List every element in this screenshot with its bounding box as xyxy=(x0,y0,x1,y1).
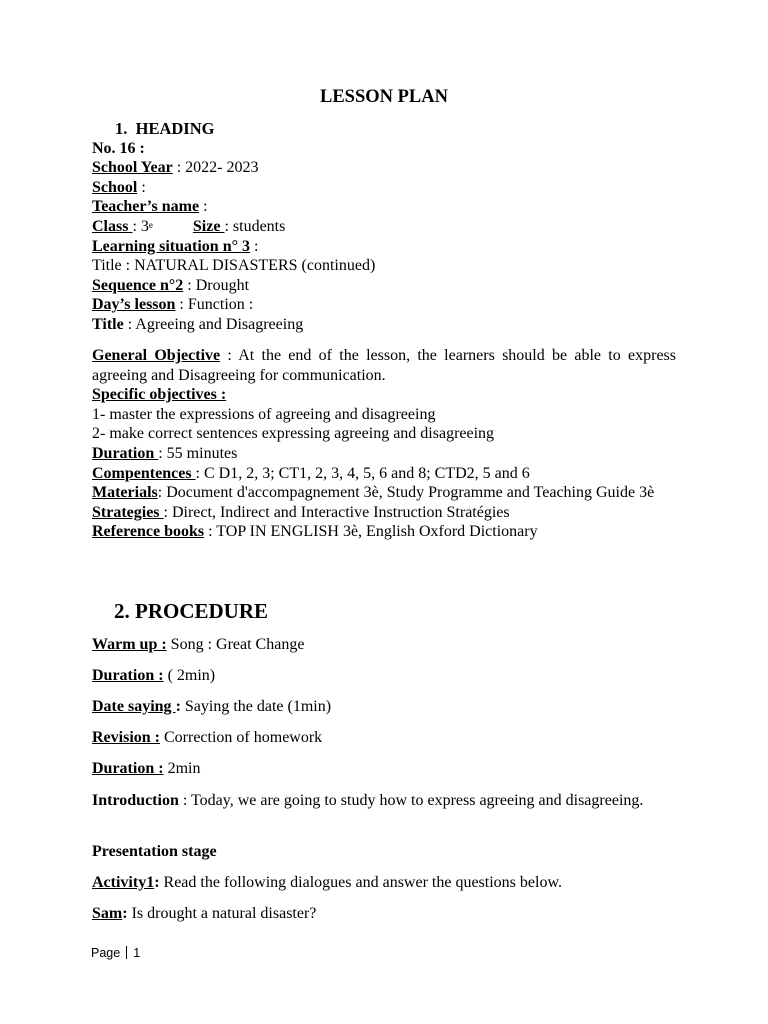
introduction-row xyxy=(92,790,676,811)
class-value: : 3 xyxy=(132,217,149,235)
general-objective-label: General Objective xyxy=(92,347,221,364)
materials-row xyxy=(92,483,676,503)
reference-books-value: : TOP IN ENGLISH 3è, English Oxford Dictionary xyxy=(204,523,538,541)
warmup-duration-value: ( 2min) xyxy=(163,667,216,684)
days-lesson-row xyxy=(92,295,676,315)
lesson-title-row xyxy=(92,315,676,335)
school-year-label: School Year xyxy=(92,159,173,177)
duration-value: : 55 minutes xyxy=(158,444,238,462)
revision-duration-row xyxy=(92,759,676,779)
learning-situation-value: : xyxy=(249,237,259,255)
specific-objectives-label: Specific objectives : xyxy=(92,386,227,404)
revision-value: Correction of homework xyxy=(160,729,323,746)
school-value: : xyxy=(137,178,146,196)
teacher-row xyxy=(92,197,676,217)
sequence-row xyxy=(92,276,676,296)
dialogue-line xyxy=(92,904,676,924)
duration-label: Duration xyxy=(92,444,159,462)
unit-title-row: Title : NATURAL DISASTERS (continued) xyxy=(92,257,376,275)
speaker-colon: : xyxy=(122,905,128,922)
class-label: Class xyxy=(92,217,133,235)
footer-page-number: 1 xyxy=(133,946,141,960)
school-row xyxy=(92,178,676,198)
warmup-row xyxy=(92,635,676,655)
objectives-section xyxy=(92,346,676,542)
page-title: LESSON PLAN xyxy=(320,87,448,107)
size-label: Size xyxy=(192,217,225,235)
learning-situation-label: Learning situation n° 3 xyxy=(92,237,250,255)
size-value: : students xyxy=(224,217,286,235)
warmup-duration-label: Duration : xyxy=(92,667,164,684)
revision-row xyxy=(92,728,676,748)
days-lesson-value: : Function : xyxy=(175,296,254,314)
activity1-row xyxy=(92,873,676,893)
materials-label: Materials xyxy=(92,484,158,502)
warmup-label: Warm up : xyxy=(92,636,167,653)
school-year-row xyxy=(92,158,676,178)
footer-separator xyxy=(126,946,127,959)
strategies-value: : Direct, Indirect and Interactive Instruction Stratégies xyxy=(163,503,510,521)
materials-value: : Document d'accompagnement 3è, Study Programme and Teaching Guide 3è xyxy=(157,484,655,502)
class-size-row xyxy=(92,217,676,237)
reference-books-row xyxy=(92,522,676,542)
footer-page-label: Page xyxy=(91,946,121,960)
heading-number: 1. xyxy=(115,119,128,138)
activity1-label: Activity1 xyxy=(92,874,155,891)
date-saying-colon: : xyxy=(175,698,181,715)
strategies-row xyxy=(92,503,676,523)
speaker-sam: Sam xyxy=(92,905,123,922)
reference-books-label: Reference books xyxy=(92,523,205,541)
introduction-value: : Today, we are going to study how to express agreeing and disagreeing. xyxy=(178,792,644,809)
heading-label: HEADING xyxy=(135,119,215,138)
teacher-label: Teacher’s name xyxy=(92,198,200,216)
days-lesson-label: Day’s lesson xyxy=(92,296,176,314)
competences-row xyxy=(92,464,676,484)
lesson-number: No. 16 : xyxy=(92,139,145,157)
duration-row xyxy=(92,444,676,464)
specific-objective-item: 1- master the expressions of agreeing and disagreeing xyxy=(92,405,436,423)
school-year-value: : 2022- 2023 xyxy=(172,159,259,177)
heading-title xyxy=(92,119,676,139)
sequence-label: Sequence n°2 xyxy=(92,276,184,294)
date-saying-label: Date saying xyxy=(92,698,176,715)
specific-objective-item: 2- make correct sentences expressing agreeing and disagreeing xyxy=(92,425,495,443)
revision-duration-value: 2min xyxy=(163,760,201,777)
date-saying-value: Saying the date (1min) xyxy=(180,698,332,715)
warmup-duration-row xyxy=(92,666,676,686)
school-label: School xyxy=(92,178,138,196)
activity1-value: Read the following dialogues and answer the questions below. xyxy=(159,874,562,891)
page-footer xyxy=(91,946,140,960)
general-objective xyxy=(92,346,676,385)
warmup-value: Song : Great Change xyxy=(166,636,305,653)
class-superscript: e xyxy=(148,219,153,230)
revision-duration-label: Duration : xyxy=(92,760,164,777)
learning-situation-row xyxy=(92,237,676,257)
lesson-title-label: Title xyxy=(92,315,124,333)
teacher-value: : xyxy=(199,198,208,216)
procedure-heading: 2. PROCEDURE xyxy=(114,599,269,623)
strategies-label: Strategies xyxy=(92,503,164,521)
date-saying-row xyxy=(92,697,676,717)
heading-section xyxy=(92,119,676,335)
competences-label: Compentences xyxy=(92,464,196,482)
sequence-value: : Drought xyxy=(183,276,250,294)
activity1-colon: : xyxy=(154,874,160,891)
general-objective-value: : At the end of the lesson, the learners should be able to express agreeing and Disagreeing for communication. xyxy=(92,347,677,384)
lesson-title-value: : Agreeing and Disagreeing xyxy=(123,315,304,333)
competences-value: : C D1, 2, 3; CT1, 2, 3, 4, 5, 6 and 8; CTD2, 5 and 6 xyxy=(195,464,530,482)
presentation-stage: Presentation stage xyxy=(92,843,217,860)
introduction-label: Introduction xyxy=(92,792,179,809)
revision-label: Revision : xyxy=(92,729,160,746)
dialogue-text: Is drought a natural disaster? xyxy=(127,905,317,922)
